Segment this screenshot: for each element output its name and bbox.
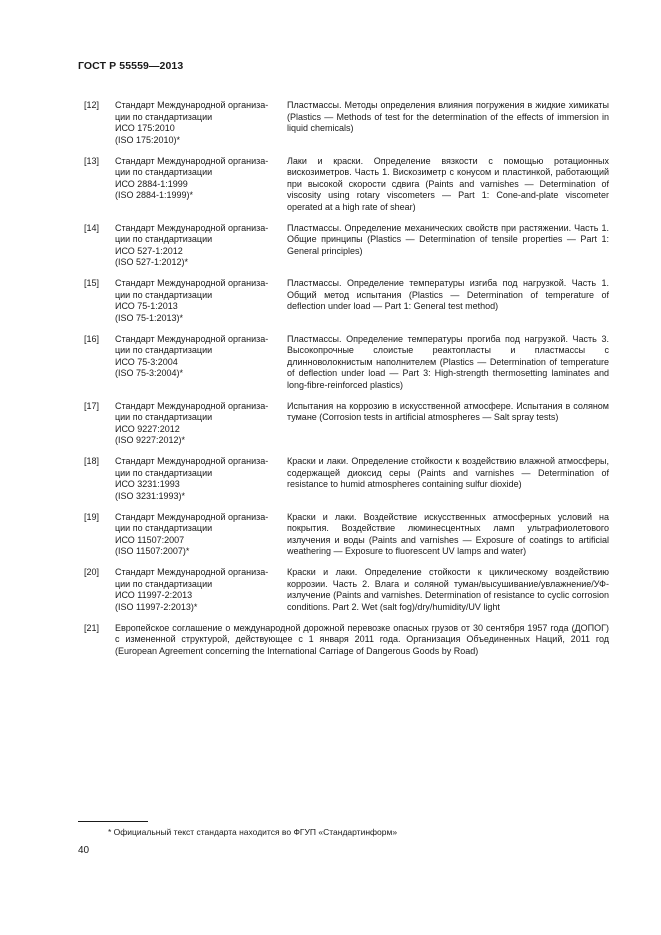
reference-entry-16 [84,334,609,392]
standard-code-en: (ISO 175:2010)* [115,134,181,145]
standard-code: ИСО 175:2010 [115,123,175,133]
footnote-divider [78,821,148,822]
standard-org-line: ции по стандартизации [115,167,213,177]
reference-standard [115,278,287,324]
reference-entry-13 [84,156,609,214]
reference-standard [115,156,287,214]
reference-number: [15] [84,278,100,288]
standard-org-line: Стандарт Международной организа- [115,456,269,466]
footnote: * Официальный текст стандарта находится во ФГУП «Стандартинформ» [108,827,398,837]
standard-org-line: Стандарт Международной организа- [115,511,269,522]
standard-code-en: (ISO 75-3:2004)* [115,368,184,378]
standard-org-line: Стандарт Международной организа- [115,278,269,288]
standard-code: ИСО 3231:1993 [115,479,180,489]
standard-code: ИСО 75-3:2004 [115,356,178,367]
standard-code: ИСО 75-1:2013 [115,301,178,311]
standard-org-line: ции по стандартизации [115,578,213,589]
reference-number: [12] [84,100,100,110]
reference-entry-14 [84,223,609,269]
standard-org-line: Стандарт Международной организа- [115,222,269,233]
standard-code-en: (ISO 11507:2007)* [115,546,190,556]
standard-org-line: Стандарт Международной организа- [115,100,269,110]
standard-org-line: ции по стандартизации [115,234,213,244]
reference-description: Европейское соглашение о международной дорожной перевозке опасных грузов от 30 сентября 1957 года (ДОПОГ) с измененной структурой, действующее с 1 января 2011 года. Организация Объединенных Наций, 2011 год (European Agreement concerning the International Carriage of Dangerous Goods by Road) [115,622,609,656]
standard-code-en: (ISO 9227:2012)* [115,435,186,445]
reference-entry-20 [84,567,609,613]
reference-number: [16] [84,333,100,344]
standard-org-line: ции по стандартизации [115,345,213,355]
reference-number: [18] [84,456,100,466]
standard-code: ИСО 11507:2007 [115,534,185,545]
reference-number: [20] [84,567,100,577]
reference-entry-21 [84,623,609,658]
reference-standard [115,512,287,558]
standard-org-line: ции по стандартизации [115,523,213,533]
standard-code-en: (ISO 75-1:2013)* [115,312,184,323]
standard-code: ИСО 9227:2012 [115,423,180,434]
standard-code: ИСО 527-1:2012 [115,245,183,256]
reference-entry-12 [84,100,609,146]
standard-code: ИСО 2884-1:1999 [115,178,188,189]
reference-entry-17 [84,401,609,447]
reference-entry-19 [84,512,609,558]
reference-description: Пластмассы. Определение температуры прогиба под нагрузкой. Часть 3. Высокопрочные слоистые реактопласты и пластмассы с длинноволокнистым наполнителем (Plastics — Determination of temperature of deflection under load — Part 3: High-strength thermosetting laminates and long-fibre-reinforced plastics) [287,333,609,390]
reference-standard [115,401,287,447]
standard-org-line: Стандарт Международной организа- [115,567,269,577]
reference-description: Пластмассы. Определение температуры изгиба под нагрузкой. Часть 1. Общий метод испытания (Plastics — Determination of temperature of deflection under load — Part 1: General test method) [287,278,609,311]
reference-number: [19] [84,511,100,522]
standard-code-en: (ISO 2884-1:1999)* [115,190,194,200]
reference-number: [14] [84,222,100,233]
reference-standard [115,223,287,269]
standard-code-en: (ISO 527-1:2012)* [115,257,189,267]
page-number: 40 [78,845,90,856]
reference-number: [21] [84,622,100,633]
reference-standard [115,334,287,392]
reference-description: Краски и лаки. Определение стойкости к циклическому воздействию коррозии. Часть 2. Влага и соляной туман/высушивание/увлажнение/УФ-излучение (Paints and varnishes. Determination of resistance to cyclic corrosion conditions. Part 2. Wet (salt fog)/dry/humidity/UV light [287,567,609,612]
reference-standard [115,456,287,502]
standard-org-line: Стандарт Международной организа- [115,155,269,166]
reference-description: Пластмассы. Методы определения влияния погружения в жидкие химикаты (Plastics — Methods of test for the determination of the effects of immersion in liquid chemicals) [287,100,609,133]
standard-code-en: (ISO 3231:1993)* [115,490,186,501]
standard-org-line: ции по стандартизации [115,467,213,478]
reference-description: Испытания на коррозию в искусственной атмосфере. Испытания в соляном тумане (Corrosion tests in artificial atmospheres — Salt spray tests) [287,400,609,422]
reference-entry-15 [84,278,609,324]
standard-org-line: Стандарт Международной организа- [115,333,269,344]
reference-standard [115,567,287,613]
standard-org-line: ции по стандартизации [115,111,213,122]
reference-entry-18 [84,456,609,502]
standard-org-line: Стандарт Международной организа- [115,400,269,411]
reference-description: Краски и лаки. Определение стойкости к воздействию влажной атмосферы, содержащей диоксид серы (Paints and varnishes — Determination of resistance to humid atmospheres containing sulfur dioxide) [287,456,609,489]
reference-standard [115,100,287,146]
standard-org-line: ции по стандартизации [115,412,213,422]
standard-code-en: (ISO 11997-2:2013)* [115,601,198,612]
reference-number: [17] [84,400,100,411]
bibliography-list [84,100,609,667]
reference-number: [13] [84,155,100,166]
document-header: ГОСТ Р 55559—2013 [78,60,184,72]
standard-code: ИСО 11997-2:2013 [115,590,193,600]
reference-description: Краски и лаки. Воздействие искусственных атмосферных условий на покрытия. Воздействие люминесцентных ламп ультрафиолетового излучения и воды (Paints and varnishes — Exposure of coatings to artificial weathering — Exposure to fluorescent UV lamps and water) [287,511,609,556]
standard-org-line: ции по стандартизации [115,289,213,300]
reference-description: Лаки и краски. Определение вязкости с помощью ротационных вискозиметров. Часть 1. Вискозиметр с конусом и пластинкой, работающий при высокой скорости сдвига (Paints and varnishes — Determination of viscosity using rotary viscometers — Part 1: Cone-and-plate viscometer operated at a high rate of shear) [287,155,609,212]
reference-description: Пластмассы. Определение механических свойств при растяжении. Часть 1. Общие принципы (Plastics — Determination of tensile properties — Part 1: General principles) [287,222,609,256]
